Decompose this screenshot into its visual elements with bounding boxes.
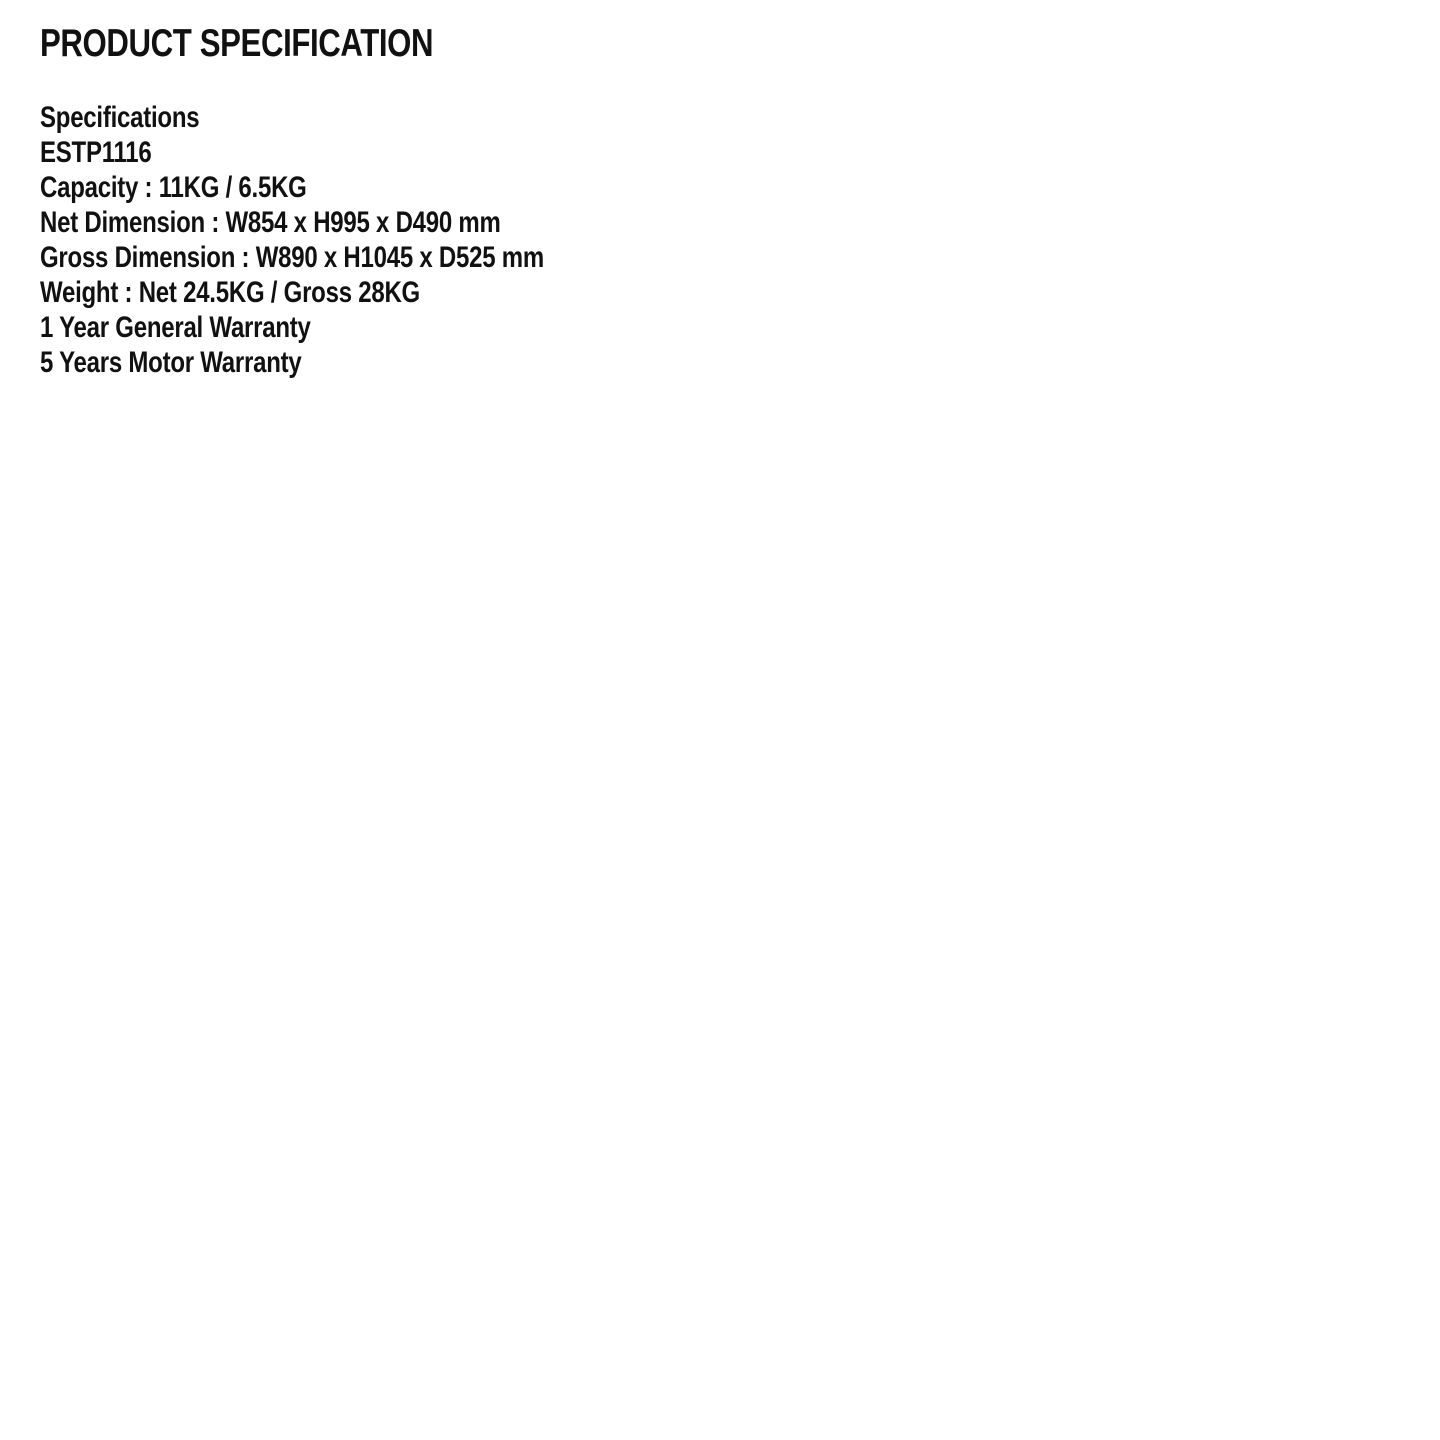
product-specification-section: [0, 0, 1440, 380]
spec-line-capacity: Capacity : 11KG / 6.5KG: [40, 171, 307, 204]
page-title: PRODUCT SPECIFICATION: [40, 22, 434, 65]
spec-line-general-warranty: 1 Year General Warranty: [40, 311, 311, 344]
spec-list: [40, 100, 1440, 380]
spec-line-weight: Weight : Net 24.5KG / Gross 28KG: [40, 276, 420, 309]
spec-line-section-label: Specifications: [40, 101, 200, 134]
spec-line-gross-dimension: Gross Dimension : W890 x H1045 x D525 mm: [40, 241, 544, 274]
spec-line-model: ESTP1116: [40, 136, 152, 169]
spec-line-net-dimension: Net Dimension : W854 x H995 x D490 mm: [40, 206, 501, 239]
spec-line-motor-warranty: 5 Years Motor Warranty: [40, 346, 302, 379]
